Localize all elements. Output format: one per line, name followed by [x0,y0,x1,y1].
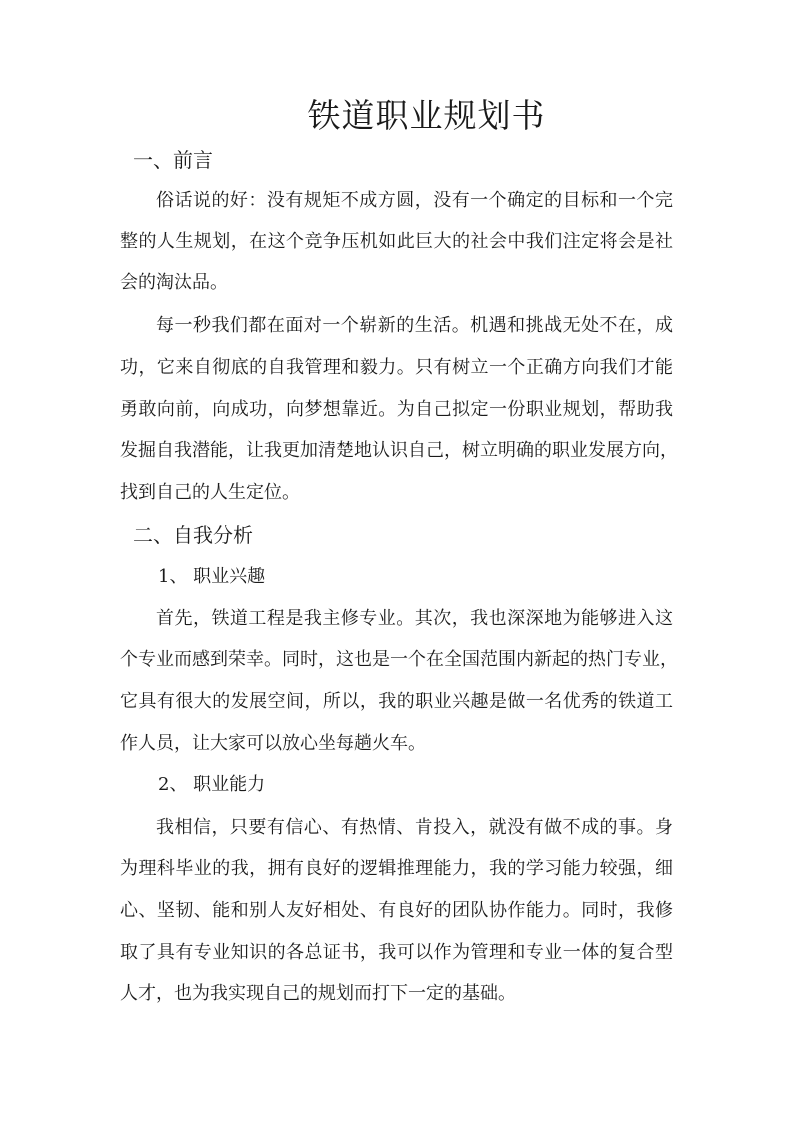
paragraph-line: 俗话说的好：没有规矩不成方圆，没有一个确定的目标和一个完 [156,190,673,211]
paragraph-line: 个专业而感到荣幸。同时，这也是一个在全国范围内新起的热门专业， [120,649,678,670]
paragraph-line: 发掘自我潜能，让我更加清楚地认识自己，树立明确的职业发展方向， [120,440,678,461]
paragraph-line: 它具有很大的发展空间，所以，我的职业兴趣是做一名优秀的铁道工 [120,691,673,712]
subsection-heading-ability: 2、 职业能力 [158,774,266,795]
section-heading-self-analysis: 二、自我分析 [133,523,253,547]
paragraph-line: 心、坚韧、能和别人友好相处、有良好的团队协作能力。同时，我修 [120,900,673,921]
paragraph-line: 会的淘汰品。 [120,272,228,293]
paragraph-line: 为理科毕业的我，拥有良好的逻辑推理能力，我的学习能力较强，细 [120,858,673,879]
paragraph-line: 勇敢向前，向成功，向梦想靠近。为自己拟定一份职业规划，帮助我 [120,399,673,420]
paragraph-line: 每一秒我们都在面对一个崭新的生活。机遇和挑战无处不在，成 [156,315,673,336]
paragraph-line: 取了具有专业知识的各总证书，我可以作为管理和专业一体的复合型 [120,942,673,963]
paragraph-line: 找到自己的人生定位。 [120,482,300,503]
document-title: 铁道职业规划书 [307,96,546,135]
paragraph-line: 功，它来自彻底的自我管理和毅力。只有树立一个正确方向我们才能 [120,357,673,378]
paragraph-line: 首先，铁道工程是我主修专业。其次，我也深深地为能够进入这 [156,608,673,629]
paragraph-line: 人才，也为我实现自己的规划而打下一定的基础。 [120,983,516,1004]
paragraph-line: 作人员，让大家可以放心坐每趟火车。 [120,733,426,754]
paragraph-line: 整的人生规划，在这个竞争压机如此巨大的社会中我们注定将会是社 [120,231,673,252]
section-heading-preface: 一、前言 [133,148,213,172]
subsection-heading-interest: 1、 职业兴趣 [158,566,266,587]
paragraph-line: 我相信，只要有信心、有热情、肯投入，就没有做不成的事。身 [156,817,673,838]
